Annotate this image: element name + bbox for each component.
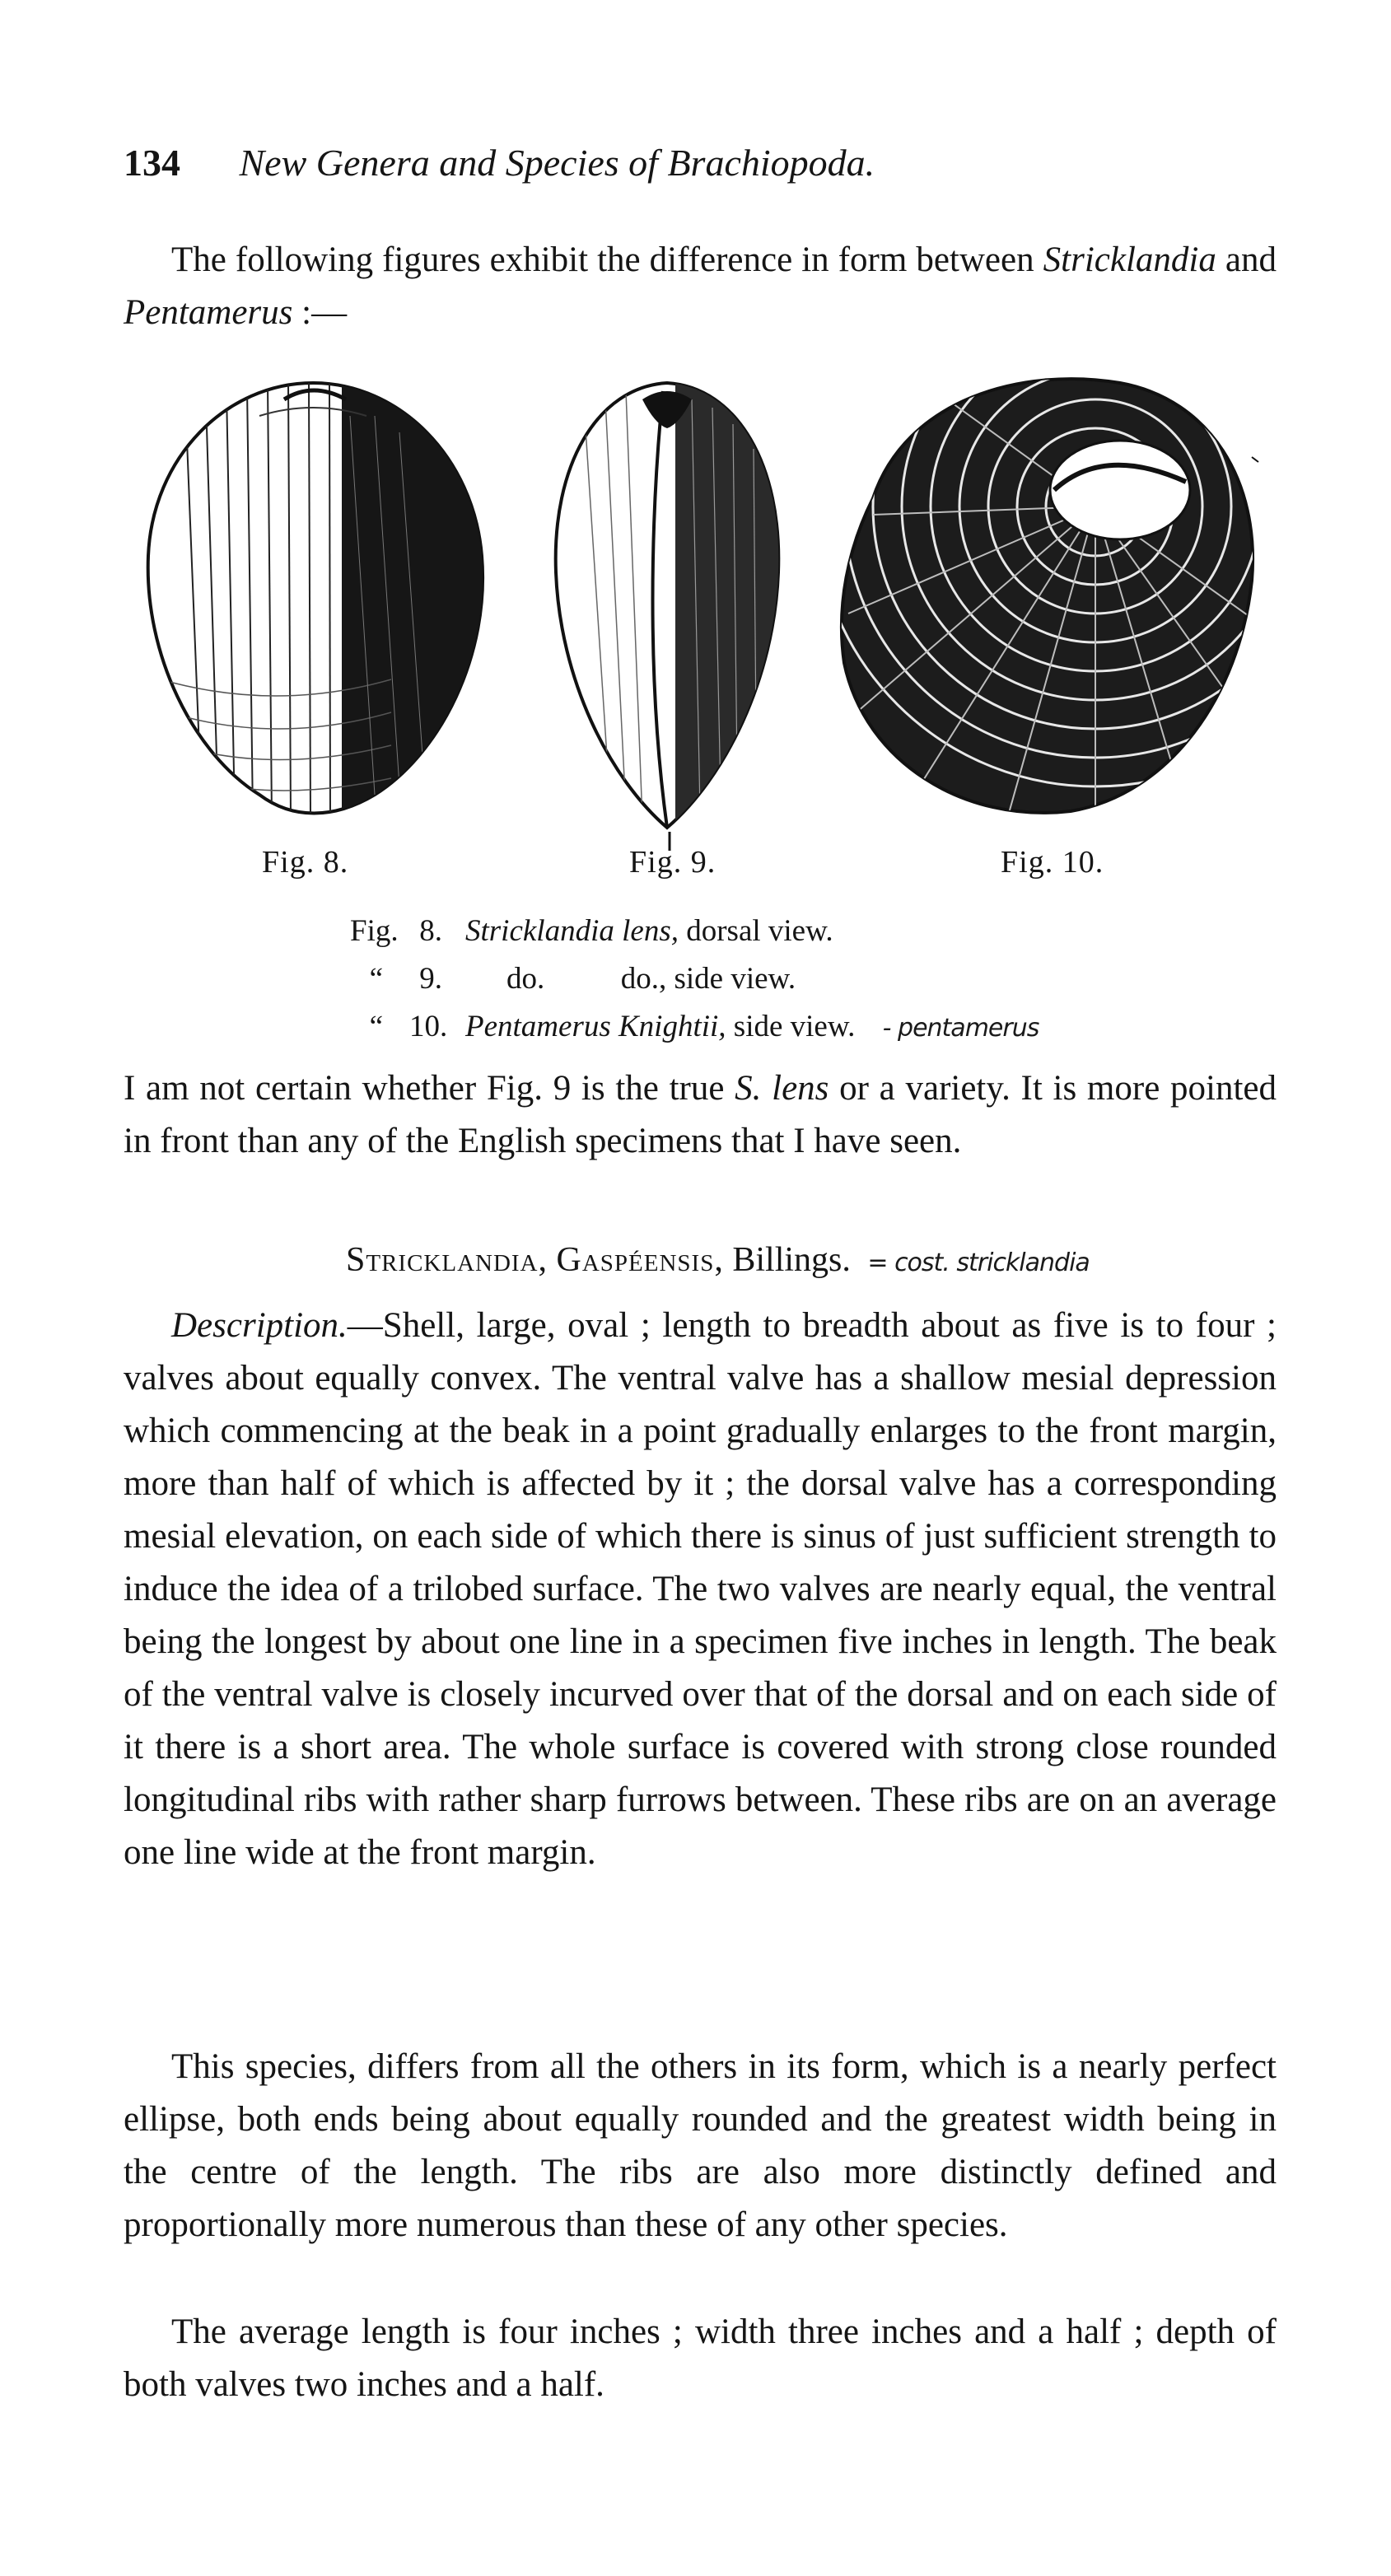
figure-label-9: Fig. 9. [629, 845, 717, 880]
description-paragraph [124, 1300, 1277, 1879]
caption-text [506, 955, 796, 1003]
species-comparison-paragraph: This species, differs from all the others in its form, which is a nearly perfect ellipse, both ends being about equally rounded and the greatest width being in the centre of the length. The ribs are also more distinctly defined and proportionally more numerous than these of any other species. [124, 2047, 1277, 2244]
heading-author: Billings. [732, 1241, 851, 1279]
intro-paragraph [124, 234, 1277, 339]
identification-paragraph [124, 1062, 1277, 1168]
caption-rest: do. do., side view. [506, 962, 796, 996]
description-label: Description. [171, 1306, 348, 1345]
heading-species: Gaspéensis, [556, 1241, 724, 1279]
caption-number: 9. [419, 962, 442, 996]
species-heading [346, 1234, 1285, 1290]
caption-row [350, 955, 1272, 1003]
running-title: New Genera and Species of Brachiopoda. [239, 142, 875, 184]
stricklandia-dorsal-engraving [128, 366, 498, 828]
description-text: —Shell, large, oval ; length to breadth about as five is to four ; valves about equally convex. The ventral valve has a shallow mesial depression which commencing at the beak in a point gradually enlarges to the front margin, more than half of which is affected by it ; the dorsal valve has a corresponding mesial elevation, on each side of which there is sinus of just sufficient strength to induce the idea of a trilobed surface. The two valves are nearly equal, the ventral being the longest by about one line in a specimen five inches in length. The beak of the ventral valve is closely incurved over that of the dorsal and on each side of it there is a short area. The whole surface is covered with strong close rounded longitudinal ribs with rather sharp furrows between. These ribs are on an average one line wide at the front margin. [124, 1306, 1277, 1872]
caption-text [465, 908, 833, 955]
caption-prefix: Fig. [350, 914, 399, 948]
figure-label-10: Fig. 10. [1001, 845, 1104, 880]
caption-row [350, 908, 1272, 955]
caption-prefix: “ [369, 962, 383, 996]
stricklandia-side-engraving [535, 366, 799, 861]
intro-and: and [1216, 240, 1277, 279]
caption-text [465, 1003, 1039, 1052]
caption-number: 10. [409, 1010, 448, 1043]
dimensions-paragraph: The average length is four inches ; width three inches and a half ; depth of both valves two inches and a half. [124, 2312, 1277, 2404]
caption-species: Pentamerus Knightii, [465, 1010, 726, 1043]
caption-row [350, 1003, 1272, 1051]
handwritten-annotation: = cost. stricklandia [867, 1248, 1090, 1277]
caption-species: Stricklandia lens, [465, 914, 679, 948]
page-number: 134 [124, 142, 180, 184]
intro-genus-b: Pentamerus [124, 293, 293, 332]
figure-plate [124, 366, 1277, 861]
para-species: S. lens [735, 1069, 829, 1108]
caption-prefix: “ [369, 1010, 383, 1043]
running-head [124, 140, 1277, 186]
handwritten-annotation: - pentamerus [882, 1014, 1039, 1043]
caption-rest: dorsal view. [678, 914, 833, 948]
intro-text-start: The following figures exhibit the difference in form between [171, 240, 1043, 279]
caption-rest: side view. [726, 1010, 856, 1043]
pentamerus-side-engraving [824, 366, 1272, 828]
figure-captions [350, 908, 1272, 1051]
figure-label-8: Fig. 8. [262, 845, 349, 880]
heading-genus: Stricklandia, [346, 1241, 548, 1279]
para-text-start: I am not certain whether Fig. 9 is the true [124, 1069, 735, 1108]
para-text-end: or a variety. It is more pointed in front than any of the English specimens that I have seen. [124, 1069, 1277, 1160]
caption-number: 8. [419, 914, 442, 948]
intro-text-end: :— [292, 293, 348, 332]
intro-genus-a: Stricklandia [1043, 240, 1216, 279]
